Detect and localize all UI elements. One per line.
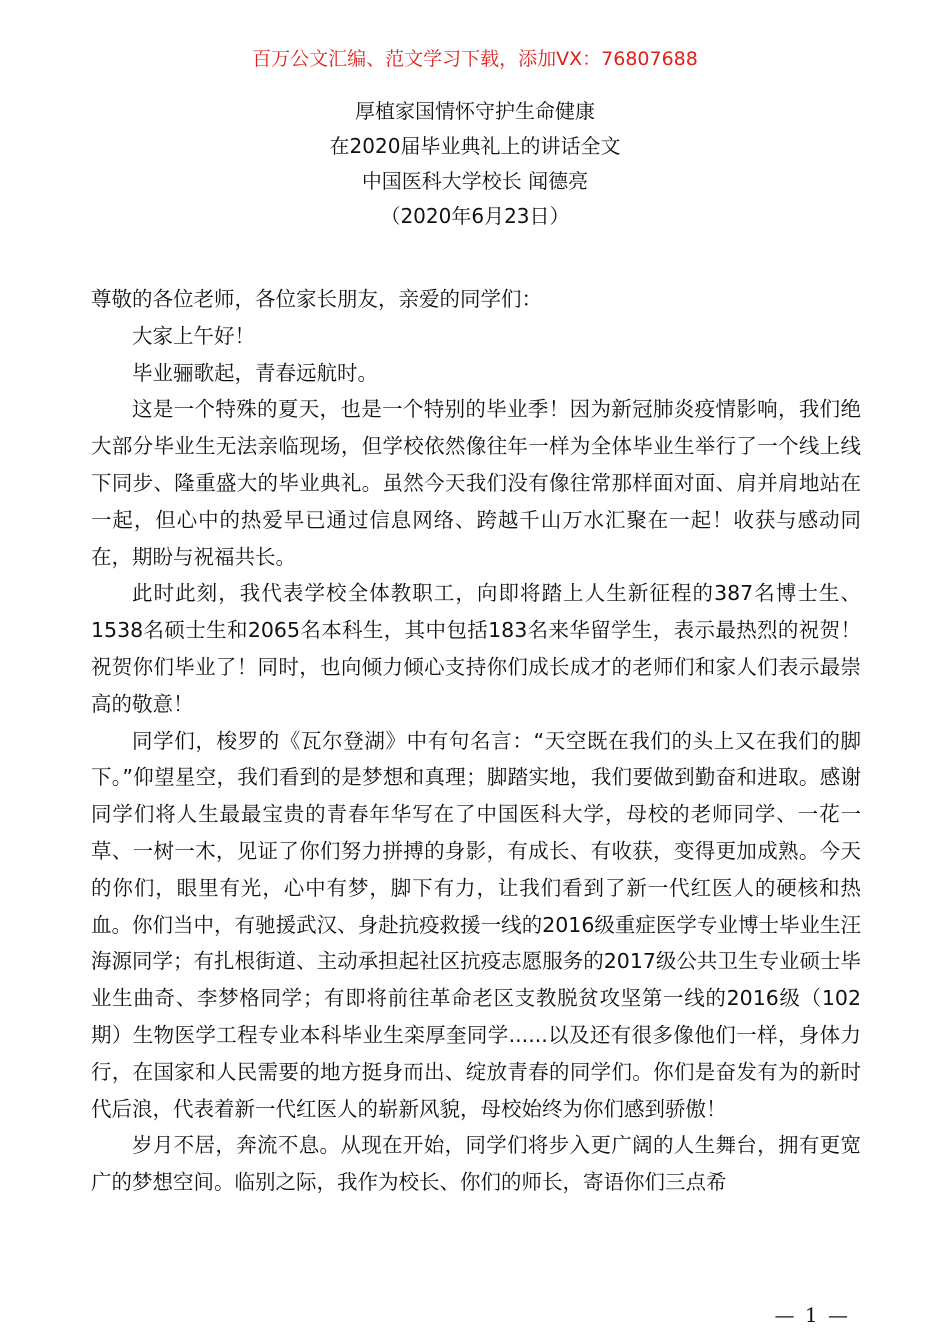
paragraph-congratulations: 此时此刻，我代表学校全体教职工，向即将踏上人生新征程的387名博士生、1538名硕士生和2065名本科生，其中包括183名来华留学生，表示最热烈的祝贺！祝贺你们毕业了！同时，也向倾力倾心支持你们成长成才的老师们和家人们表示最崇高的敬意！: [91, 581, 861, 716]
document-body: [91, 281, 861, 1201]
document-subtitle: 在2020届毕业典礼上的讲话全文: [329, 134, 621, 158]
document-title-block: [0, 94, 950, 234]
document-author: 中国医科大学校长 闻德亮: [361, 169, 589, 193]
watermark-banner: 百万公文汇编、范文学习下载，添加VX：76807688: [252, 48, 698, 70]
paragraph-greeting: 大家上午好！: [132, 323, 255, 348]
document-title: 厚植家国情怀守护生命健康: [355, 99, 595, 123]
document-date: （2020年6月23日）: [380, 204, 570, 228]
page-number: — 1 —: [774, 1303, 850, 1327]
salutation: 尊敬的各位老师，各位家长朋友，亲爱的同学们：: [91, 287, 542, 311]
paragraph-opening: 毕业骊歌起，青春远航时。: [132, 360, 378, 385]
paragraph-farewell: 岁月不居，奔流不息。从现在开始，同学们将步入更广阔的人生舞台，拥有更宽广的梦想空间。临别之际，我作为校长、你们的师长，寄语你们三点希: [91, 1133, 861, 1195]
paragraph-special-summer: 这是一个特殊的夏天，也是一个特别的毕业季！因为新冠肺炎疫情影响，我们绝大部分毕业生无法亲临现场，但学校依然像往年一样为全体毕业生举行了一个线上线下同步、隆重盛大的毕业典礼。虽然今天我们没有像往常那样面对面、肩并肩地站在一起，但心中的热爱早已通过信息网络、跨越千山万水汇聚在一起！收获与感动同在，期盼与祝福共长。: [91, 397, 861, 569]
paragraph-walden-quote: 同学们，梭罗的《瓦尔登湖》中有句名言：“天空既在我们的头上又在我们的脚下。”仰望星空，我们看到的是梦想和真理；脚踏实地，我们要做到勤奋和进取。感谢同学们将人生最最宝贵的青春年华写在了中国医科大学，母校的老师同学、一花一草、一树一木，见证了你们努力拼搏的身影，有成长、有收获，变得更加成熟。今天的你们，眼里有光，心中有梦，脚下有力，让我们看到了新一代红医人的硬核和热血。你们当中，有驰援武汉、身赴抗疫救援一线的2016级重症医学专业博士毕业生汪海源同学；有扎根街道、主动承担起社区抗疫志愿服务的2017级公共卫生专业硕士毕业生曲奇、李梦格同学；有即将前往革命老区支教脱贫攻坚第一线的2016级（102期）生物医学工程专业本科毕业生栾厚奎同学......以及还有很多像他们一样，身体力行，在国家和人民需要的地方挺身而出、绽放青春的同学们。你们是奋发有为的新时代后浪，代表着新一代红医人的崭新风貌，母校始终为你们感到骄傲！: [91, 728, 861, 1121]
